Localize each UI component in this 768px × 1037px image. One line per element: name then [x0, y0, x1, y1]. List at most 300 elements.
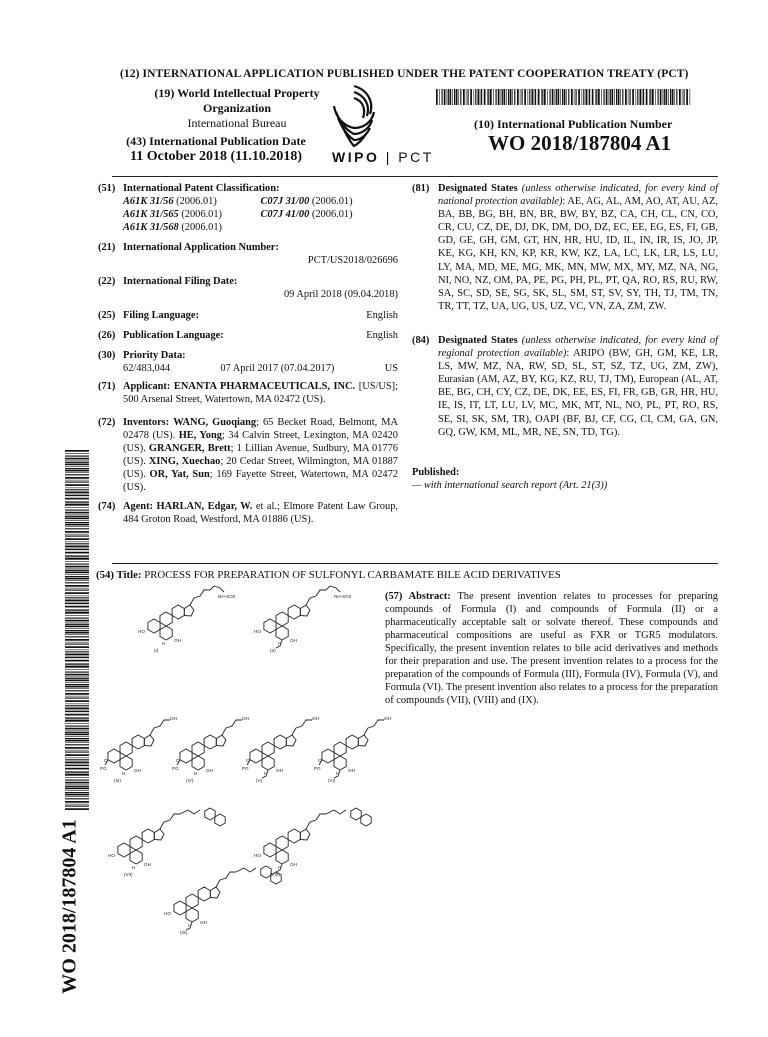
barcode-bar [65, 752, 89, 753]
barcode-bar [640, 89, 642, 105]
barcode-bar [65, 552, 89, 554]
barcode-bar [560, 89, 561, 105]
barcode-bar [65, 612, 89, 614]
atom-label: OH [290, 638, 297, 643]
barcode-bar [65, 578, 89, 580]
ring-b2 [120, 756, 132, 770]
atom-label: H [132, 865, 136, 870]
ring-d [216, 735, 226, 746]
barcode-bar [564, 89, 566, 105]
treaty-header: (12) INTERNATIONAL APPLICATION PUBLISHED UNDER THE PATENT COOPERATION TREATY (PCT) [120, 68, 689, 80]
priority-country: US [384, 363, 398, 375]
atom-label: H [194, 771, 198, 776]
barcode-bar [65, 492, 89, 494]
published-label: Published: [412, 467, 460, 478]
atom-label: OH [312, 716, 319, 721]
barcode-bar [65, 728, 89, 730]
barcode-bar [65, 723, 89, 724]
ipc-version: (2006.01) [178, 222, 223, 234]
barcode-bar [65, 546, 89, 548]
barcode-bar [65, 732, 89, 733]
barcode-bar [65, 750, 89, 751]
barcode-bar [65, 576, 89, 577]
atom-label: OH [174, 638, 181, 643]
atom-label: OH [170, 716, 177, 721]
barcode-bar [65, 602, 89, 603]
barcode-bar [65, 588, 89, 589]
ipc-code: A61K 31/56 [123, 196, 174, 208]
barcode-bar [65, 549, 89, 550]
barcode-bar [652, 89, 654, 105]
barcode-bar [501, 89, 502, 105]
ring-b [276, 612, 288, 626]
barcode-bar [65, 623, 89, 624]
field-value: English [366, 310, 398, 321]
barcode-bar [550, 89, 551, 105]
barcode-bar [65, 555, 89, 556]
barcode-bar [468, 89, 469, 105]
field-22-filing-date [98, 275, 398, 301]
structure-row-2 [100, 712, 400, 794]
ipc-code: A61K 31/565 [123, 209, 179, 221]
field-81-designated-national [412, 182, 718, 313]
barcode-bar [65, 524, 89, 526]
state-list: : ARIPO (BW, GH, GM, KE, LR, LS, MW, MZ, NA, RW, SD, SL, ST, SZ, TZ, UG, ZM, ZW), Eurasian (AM, AZ, BY, KG, KZ, RU, TJ, TM), European (AL, AT, BE, BG, CH, CY, CZ, DE, DK, EE, ES, FI, FR, GB, GR, HR, HU, IE, IS, IT, LT, LU, LV, MC, MK, MT, NL, NO, PL, PT, RO, RS, SE, SI, SK, SM, TR), OAPI (BF, BJ, CF, CG, CI, CM, GA, GN, GQ, GW, KM, ML, MR, NE, SN, TD, TG). [438, 348, 719, 438]
barcode-bar [566, 89, 567, 105]
barcode-bar [65, 700, 89, 702]
barcode-bar [65, 495, 89, 496]
inventor-address: ; 169 Fayette Street, Watertown, MA 02472 (US). [123, 469, 399, 494]
side-chain-tail [326, 586, 340, 592]
barcode-bar [568, 89, 569, 105]
barcode-bar [552, 89, 554, 105]
barcode-bar [506, 89, 507, 105]
field-label: Filing Language: [123, 310, 199, 321]
ring-b2 [160, 626, 172, 640]
field-number: (71) [98, 381, 116, 392]
barcode-bar [65, 501, 89, 502]
barcode-side [65, 450, 89, 810]
barcode-bar [663, 89, 664, 105]
barcode-bar [484, 89, 486, 105]
barcode-bar [65, 470, 89, 472]
inventor-address: ; 1 Lillian Avenue, Sudbury, MA 01776 (US). [123, 443, 398, 468]
pub-date-label: (43) International Publication Date [126, 134, 306, 148]
barcode-bar [65, 660, 89, 662]
side-chain [150, 720, 170, 735]
barcode-bar [65, 480, 89, 481]
barcode-bar [571, 89, 573, 105]
barcode-bar [679, 89, 681, 105]
barcode-bar [474, 89, 475, 105]
barcode-bar [65, 632, 89, 634]
barcode-bar [65, 684, 89, 685]
field-label: Priority Data: [123, 350, 186, 361]
ipc-code: C07J 41/00 [260, 209, 310, 221]
barcode-bar [592, 89, 594, 105]
barcode-bar [658, 89, 659, 105]
barcode-bar [596, 89, 597, 105]
side-chain [306, 814, 326, 829]
barcode-bar [65, 686, 89, 688]
org-line-2: Organization [203, 101, 271, 115]
atom-label: H [188, 923, 192, 928]
barcode-bar [444, 89, 446, 105]
steroid-structure [254, 586, 352, 653]
barcode-bar [632, 89, 634, 105]
barcode-bar [65, 654, 89, 656]
barcode-bar [620, 89, 621, 105]
barcode-bar [65, 663, 89, 664]
ring-b2 [276, 850, 288, 864]
barcode-bar [65, 564, 89, 565]
ring-b [192, 742, 204, 756]
barcode-bar [65, 466, 89, 467]
barcode-bar [514, 89, 515, 105]
ring-b2 [334, 756, 346, 770]
inventor-address: ; 34 Calvin Street, Lexington, MA 02420 (US). [123, 430, 399, 455]
barcode-bar [690, 89, 691, 105]
ring-a [174, 901, 186, 915]
side-chain [306, 590, 326, 605]
barcode-bar [562, 89, 563, 105]
side-chain [292, 720, 312, 735]
field-label: Applicant: ENANTA PHARMACEUTICALS, INC. [123, 381, 356, 392]
barcode-bar [606, 89, 608, 105]
ring-b [334, 742, 346, 756]
ring-b [262, 742, 274, 756]
title-54 [96, 569, 561, 581]
barcode-bar [65, 502, 89, 503]
side-chain [364, 720, 384, 735]
field-label: Inventors: [123, 417, 170, 428]
barcode-bar [510, 89, 512, 105]
atom-label: OH [144, 862, 151, 867]
field-51-classification [98, 182, 398, 234]
barcode-bar [65, 582, 89, 583]
pub-number: WO 2018/187804 A1 [488, 131, 672, 155]
barcode-bar [65, 458, 89, 460]
header-divider [112, 176, 718, 177]
barcode-bar [490, 89, 492, 105]
carbamate-chain [180, 810, 200, 814]
barcode-bar [454, 89, 455, 105]
barcode-bar [670, 89, 671, 105]
barcode-bar [65, 515, 89, 516]
ipc-row [123, 195, 398, 208]
field-number: (22) [98, 276, 116, 287]
inventor-name: GRANGER, Brett [148, 443, 231, 455]
atom-label: HO [108, 853, 115, 858]
steroid-structure [172, 716, 249, 783]
barcode-bar [65, 610, 89, 611]
barcode-bar [502, 89, 503, 105]
atom-label: O [104, 758, 108, 763]
barcode-bar [532, 89, 534, 105]
barcode-bar [65, 664, 89, 665]
barcode-bar [442, 89, 443, 105]
barcode-bar [508, 89, 509, 105]
barcode-bar [65, 536, 89, 537]
barcode-bar [558, 89, 560, 105]
atom-label: NH-SO2 [334, 594, 352, 599]
barcode-bar [487, 89, 488, 105]
barcode-bar [450, 89, 452, 105]
ipc-version: (2006.01) [309, 209, 353, 221]
abstract-text: The present invention relates to processes for preparing compounds of Formula (I) and compounds of Formula (II) or a pharmaceutically acceptable salt or solvate thereof. These compounds and pharmaceutical compositions are useful as FXR or TGR5 modulators. Specifically, the present invention relates to bile acid derivatives and methods for their preparation and use. The present invention relates to a process for the preparation of the compounds of Formula (III), Formula (IV), Formula (V), and Formula (VI). The present invention also relates to a process for the preparation of compounds (VII), (VIII) and (IX). [385, 591, 718, 706]
barcode-bar [65, 531, 89, 533]
formula-label: (V) [256, 778, 263, 783]
barcode-bar [65, 600, 89, 602]
barcode-bar [534, 89, 535, 105]
barcode-bar [576, 89, 577, 105]
barcode-bar [65, 717, 89, 718]
barcode-bar [649, 89, 650, 105]
barcode-bar [65, 572, 89, 574]
barcode-bar [470, 89, 472, 105]
barcode-bar [65, 742, 89, 743]
barcode-bar [65, 518, 89, 520]
barcode-bar [65, 688, 89, 689]
ring-b [120, 742, 132, 756]
atom-label: H [278, 865, 282, 870]
steroid-structure [138, 586, 236, 653]
barcode-bar [65, 672, 89, 673]
barcode-bar [65, 512, 89, 514]
barcode-bar [65, 569, 89, 570]
field-30-priority-data [98, 349, 398, 375]
barcode-bar [65, 682, 89, 683]
structure-row-1 [140, 586, 380, 666]
barcode-bar [65, 656, 89, 657]
ipc-code: C07J 31/00 [260, 196, 310, 208]
barcode-bar [660, 89, 662, 105]
barcode-bar [65, 504, 89, 506]
field-label: International Patent Classification: [123, 183, 280, 194]
barcode-bar [65, 464, 89, 466]
ring-d [286, 735, 296, 746]
ring-a [264, 843, 276, 857]
barcode-bar [65, 680, 89, 682]
barcode-bar [65, 522, 89, 523]
barcode-bar [583, 89, 584, 105]
barcode-bar [65, 650, 89, 651]
atom-label: OH [348, 768, 355, 773]
barcode-bar [65, 520, 89, 521]
inventor-name: HE, Yong [178, 430, 222, 442]
ring-b2 [192, 756, 204, 770]
barcode-bar [65, 498, 89, 500]
barcode-bar [65, 606, 89, 608]
field-71-applicant [98, 380, 398, 406]
barcode-bar [618, 89, 620, 105]
atom-label: NH-SO2 [218, 594, 236, 599]
field-number: (84) [412, 335, 430, 346]
ring-a [250, 749, 262, 763]
barcode-bar [436, 89, 438, 105]
barcode-bar [481, 89, 482, 105]
barcode-bar [655, 89, 656, 105]
barcode-bar [65, 548, 89, 549]
barcode-bar [65, 678, 89, 679]
ring-c [198, 887, 210, 901]
barcode-bar [65, 453, 89, 454]
barcode-bar [65, 642, 89, 643]
barcode-bar [65, 708, 89, 710]
ring-d [184, 605, 194, 616]
side-chain [160, 814, 180, 829]
barcode-bar [65, 747, 89, 749]
atom-label: H [264, 771, 268, 776]
ring-b [160, 612, 172, 626]
barcode-bar [65, 690, 89, 691]
pub-number-label: (10) International Publication Number [474, 117, 673, 131]
barcode-bar [65, 534, 89, 535]
barcode-bar [480, 89, 481, 105]
field-74-agent [98, 500, 398, 526]
barcode-bar [65, 634, 89, 635]
side-chain [222, 720, 242, 735]
side-chain [190, 590, 210, 605]
barcode-bar [65, 566, 89, 568]
abstract-label: (57) Abstract: [385, 591, 451, 602]
ring-c [172, 605, 184, 619]
formula-label: (II) [270, 648, 276, 653]
ipc-row [123, 208, 398, 221]
barcode-bar [646, 89, 648, 105]
pct-wordmark: PCT [398, 149, 434, 165]
ring-c [288, 605, 300, 619]
barcode-bar [65, 615, 89, 616]
barcode-bar [612, 89, 614, 105]
barcode-bar [529, 89, 530, 105]
pub-date: 11 October 2018 (11.10.2018) [129, 149, 302, 164]
barcode-bar [65, 624, 89, 625]
ring-d [300, 829, 310, 840]
barcode-bar [574, 89, 575, 105]
atom-label: O [176, 758, 180, 763]
barcode-bar [65, 718, 89, 719]
barcode-bar [493, 89, 494, 105]
barcode-bar [65, 710, 89, 711]
barcode-bar [65, 646, 89, 648]
barcode-bar [535, 89, 536, 105]
side-publication-number: WO 2018/187804 A1 [58, 819, 81, 994]
barcode-bar [672, 89, 674, 105]
barcode-bar [522, 89, 523, 105]
barcode-bar [544, 89, 546, 105]
barcode-bar [682, 89, 683, 105]
wipo-wordmark: WIPO [332, 149, 380, 165]
field-label: Designated States [438, 183, 518, 194]
barcode-bar [517, 89, 519, 105]
field-note: (unless otherwise indicated, for every kind of regional protection available) [438, 335, 718, 360]
barcode-bar [666, 89, 668, 105]
ring-a [180, 749, 192, 763]
steroid-structure [100, 716, 177, 783]
barcode-bar [65, 528, 89, 529]
aryl-ring [205, 808, 215, 820]
barcode-bar [65, 558, 89, 560]
barcode-bar [447, 89, 448, 105]
barcode-bar [524, 89, 526, 105]
field-note: (unless otherwise indicated, for every kind of national protection available) [438, 183, 718, 208]
ring-a [118, 843, 130, 857]
formula-label: (VII) [124, 872, 133, 877]
barcode-bar [65, 620, 89, 622]
barcode-bar [542, 89, 543, 105]
barcode-bar [478, 89, 480, 105]
title-divider [112, 563, 718, 564]
wipo-pct-wordmark: WIPO | PCT [332, 149, 434, 165]
barcode-bar [65, 472, 89, 473]
ring-d [210, 887, 220, 898]
field-number: (30) [98, 350, 116, 361]
atom-label: PG [242, 766, 249, 771]
barcode-bar [65, 731, 89, 732]
field-value: [US/US]; 500 Arsenal Street, Watertown, MA 02472 (US). [123, 381, 398, 406]
barcode-bar [65, 696, 89, 697]
field-number: (21) [98, 242, 116, 253]
barcode-bar [65, 488, 89, 489]
ring-c [274, 735, 286, 749]
barcode-bar [65, 489, 89, 490]
field-number: (25) [98, 310, 116, 321]
barcode-bar [65, 744, 89, 745]
barcode-bar [610, 89, 611, 105]
barcode-bar [614, 89, 615, 105]
barcode-bar [630, 89, 631, 105]
barcode-bar [460, 89, 461, 105]
barcode-bar [65, 771, 89, 772]
barcode-bar [65, 590, 89, 591]
barcode-bar [65, 456, 89, 457]
barcode-bar [463, 89, 465, 105]
atom-label: PG [100, 766, 107, 771]
ring-b [130, 836, 142, 850]
barcode-bar [65, 516, 89, 517]
atom-label: H [122, 771, 126, 776]
barcode-bar [684, 89, 685, 105]
field-number: (51) [98, 183, 116, 194]
barcode-bar [65, 603, 89, 604]
barcode-bar [65, 666, 89, 668]
ipc-version: (2006.01) [178, 209, 223, 221]
barcode-bar [65, 738, 89, 739]
atom-label: OH [242, 716, 249, 721]
barcode-bar [65, 626, 89, 628]
ring-b2 [262, 756, 274, 770]
barcode-bar [668, 89, 669, 105]
barcode-bar [466, 89, 467, 105]
barcode-bar [642, 89, 643, 105]
atom-label: OH [290, 862, 297, 867]
barcode-bar [65, 774, 89, 776]
office-name [142, 86, 332, 131]
ring-a [108, 749, 120, 763]
ipc-row [123, 221, 398, 234]
priority-date: 07 April 2017 (07.04.2017) [220, 363, 335, 375]
ring-b2 [186, 908, 198, 922]
barcode-bar [452, 89, 453, 105]
barcode-bar [676, 89, 677, 105]
barcode-bar [65, 596, 89, 597]
field-25-filing-language [98, 309, 398, 322]
barcode-bar [65, 574, 89, 575]
barcode-bar [556, 89, 557, 105]
barcode-bar [65, 768, 89, 770]
barcode-bar [541, 89, 542, 105]
